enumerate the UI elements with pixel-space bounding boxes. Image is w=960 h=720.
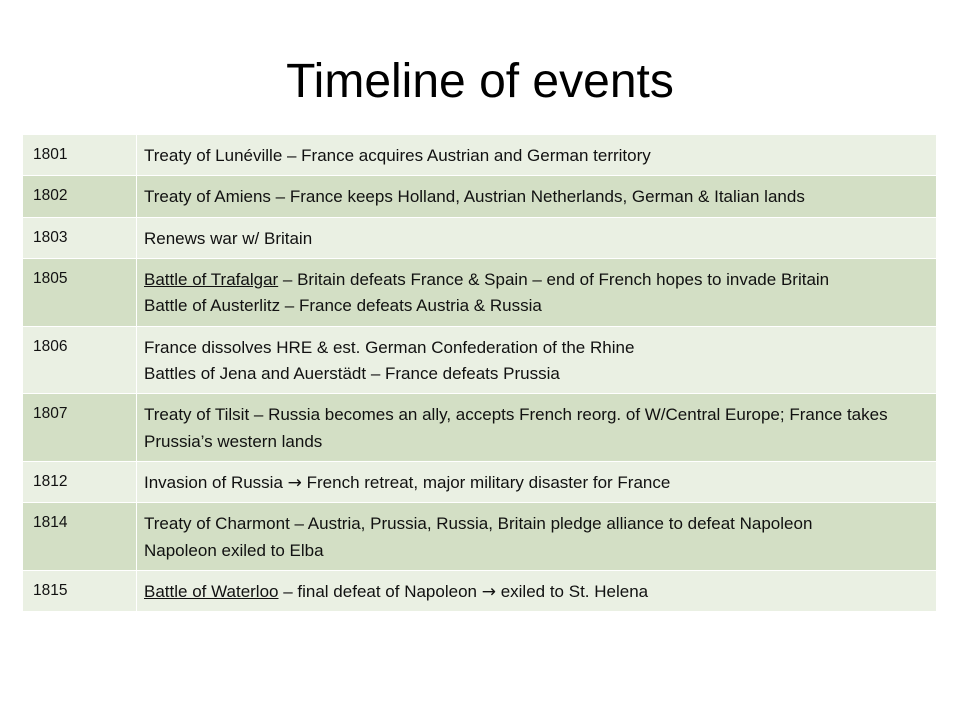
- year-cell: 1806: [23, 326, 137, 394]
- event-line: [144, 579, 929, 605]
- event-line: [144, 538, 929, 564]
- table-row: [23, 462, 937, 503]
- event-cell: [137, 394, 937, 462]
- slide-title: Timeline of events: [286, 55, 674, 108]
- event-text: – final defeat of Napoleon: [278, 582, 477, 602]
- year-cell: 1801: [23, 135, 137, 176]
- event-link-text: Battle of Waterloo: [144, 582, 279, 602]
- event-cell: [137, 217, 937, 258]
- table-row: [23, 259, 937, 327]
- year-cell: 1803: [23, 217, 137, 258]
- table-row: [23, 394, 937, 462]
- event-line: [144, 470, 929, 496]
- event-line: [144, 143, 929, 169]
- event-cell: [137, 176, 937, 217]
- table-row: [23, 326, 937, 394]
- table-row: [23, 571, 937, 612]
- event-line: [144, 184, 929, 210]
- year-cell: 1805: [23, 259, 137, 327]
- event-text: Renews war w/ Britain: [144, 228, 313, 248]
- event-text: French retreat, major military disaster for France: [301, 473, 671, 493]
- year-cell: 1807: [23, 394, 137, 462]
- event-line: [144, 511, 929, 537]
- arrow-right-icon: →: [481, 582, 496, 603]
- year-cell: 1815: [23, 571, 137, 612]
- year-cell: 1814: [23, 503, 137, 571]
- event-text: Battles of Jena and Auerstädt – France defeats Prussia: [144, 364, 560, 384]
- event-cell: [137, 462, 937, 503]
- event-text: Treaty of Tilsit – Russia becomes an ally, accepts French reorg. of W/Central Europe; France takes Prussia’s western lands: [144, 405, 888, 451]
- event-text: Napoleon exiled to Elba: [144, 540, 324, 560]
- event-cell: [137, 259, 937, 327]
- event-text: Invasion of Russia: [144, 473, 283, 493]
- event-text: France dissolves HRE & est. German Confederation of the Rhine: [144, 337, 635, 357]
- event-line: [144, 361, 929, 387]
- event-cell: [137, 326, 937, 394]
- year-cell: 1802: [23, 176, 137, 217]
- event-text: Treaty of Amiens – France keeps Holland, Austrian Netherlands, German & Italian lands: [144, 187, 805, 207]
- event-link-text: Battle of Trafalgar: [144, 270, 279, 290]
- event-text: Battle of Austerlitz – France defeats Austria & Russia: [144, 296, 542, 316]
- table-row: [23, 135, 937, 176]
- event-cell: [137, 135, 937, 176]
- event-text: exiled to St. Helena: [495, 582, 649, 602]
- event-line: [144, 226, 929, 252]
- table-row: [23, 503, 937, 571]
- arrow-right-icon: →: [287, 473, 302, 494]
- event-line: [144, 293, 929, 319]
- event-text: Treaty of Lunéville – France acquires Austrian and German territory: [144, 146, 651, 165]
- event-line: [144, 402, 929, 455]
- event-text: – Britain defeats France & Spain – end of French hopes to invade Britain: [278, 270, 830, 290]
- event-cell: [137, 503, 937, 571]
- year-cell: 1812: [23, 462, 137, 503]
- table-row: [23, 176, 937, 217]
- event-cell: [137, 571, 937, 612]
- timeline-table: [22, 134, 937, 612]
- event-line: [144, 335, 929, 361]
- timeline-table-body: [23, 135, 937, 612]
- event-line: [144, 267, 929, 293]
- table-row: [23, 217, 937, 258]
- event-text: Treaty of Charmont – Austria, Prussia, Russia, Britain pledge alliance to defeat Napoleon: [144, 514, 813, 534]
